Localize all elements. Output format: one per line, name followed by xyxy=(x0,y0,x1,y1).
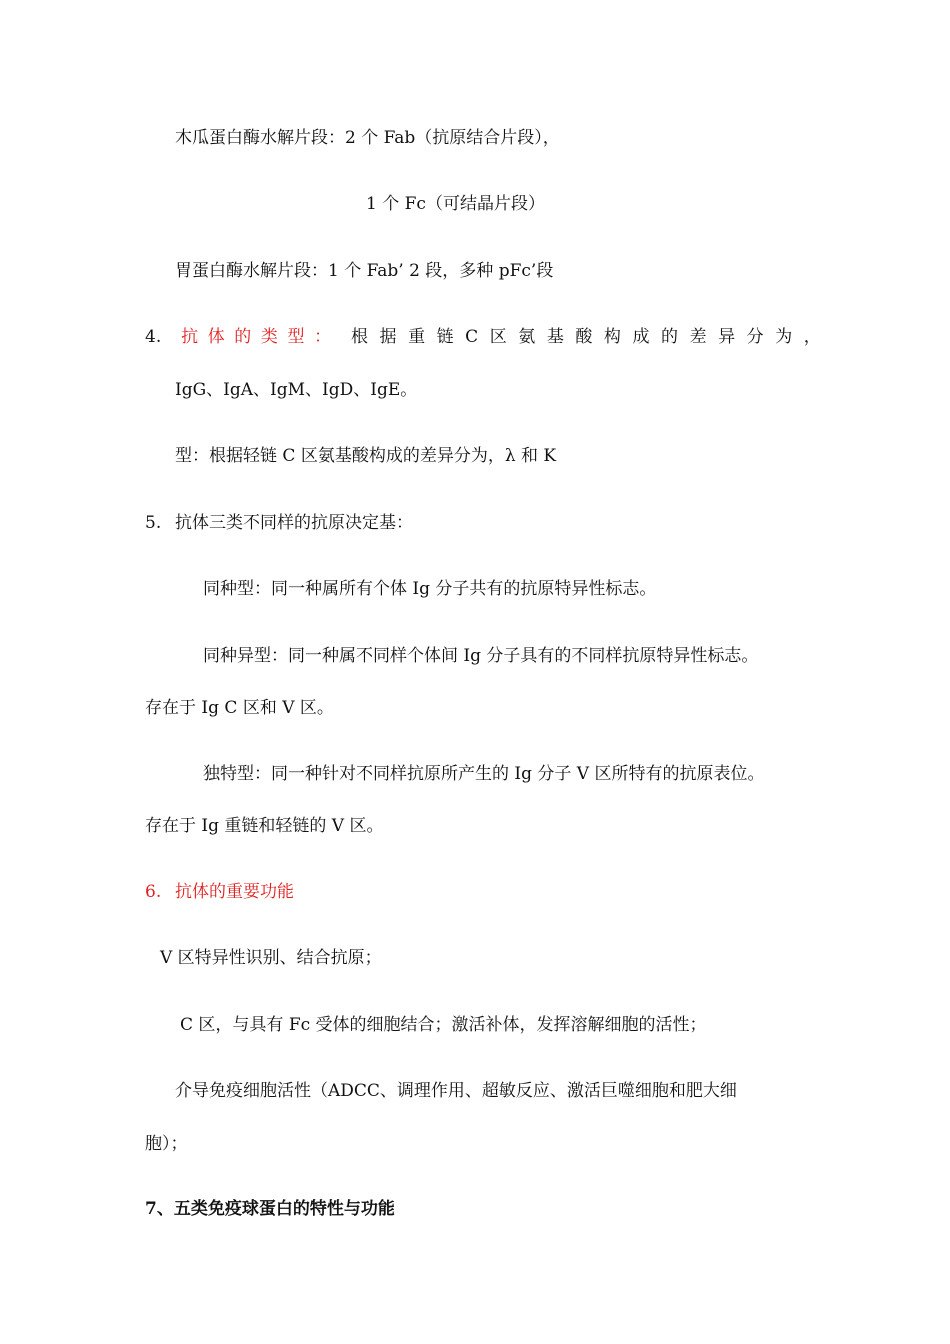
section-4-text-char: 的 xyxy=(661,327,679,347)
section-5-title: 抗体三类不同样的抗原决定基： xyxy=(175,513,413,533)
section-4-text-char: 成 xyxy=(632,327,650,347)
idiotype-line-1: 独特型：同一种针对不同样抗原所产生的 Ig 分子 V 区所特有的抗原表位。 xyxy=(203,764,765,784)
section-6-number: 6. xyxy=(145,882,162,902)
mediate-line-1: 介导免疫细胞活性（ADCC、调理作用、超敏反应、激活巨噬细胞和肥大细 xyxy=(175,1081,737,1101)
papain-line-1: 木瓜蛋白酶水解片段：2 个 Fab（抗原结合片段）， xyxy=(175,128,560,148)
section-4-title-char: 体 xyxy=(207,327,225,347)
pepsin-line: 胃蛋白酶水解片段：1 个 Fab’ 2 段，多种 pFc’段 xyxy=(175,261,554,281)
section-4-text-char: 根 xyxy=(350,327,368,347)
section-4-text-char: 基 xyxy=(546,327,564,347)
section-4-text-char: 据 xyxy=(379,327,397,347)
mediate-line-2: 胞）； xyxy=(145,1134,188,1154)
section-4-text-char: 分 xyxy=(746,327,764,347)
section-4-title-char: ： xyxy=(314,327,332,347)
section-4-title-char: 类 xyxy=(260,327,278,347)
section-4-text-char: 构 xyxy=(603,327,621,347)
section-5-heading xyxy=(145,512,413,534)
section-4-title xyxy=(181,326,331,348)
section-5-number: 5. xyxy=(145,513,162,533)
section-4-number: 4. xyxy=(145,327,162,347)
section-4-text-char: 区 xyxy=(489,327,507,347)
section-4-text-char: 酸 xyxy=(575,327,593,347)
section-4-text-char: 重 xyxy=(408,327,426,347)
section-4-heading xyxy=(145,326,821,348)
section-7-heading: 7、五类免疫球蛋白的特性与功能 xyxy=(145,1199,395,1219)
c-region-function: C 区，与具有 Fc 受体的细胞结合；激活补体，发挥溶解细胞的活性； xyxy=(180,1015,707,1035)
papain-line-2: 1 个 Fc（可结晶片段） xyxy=(366,194,545,214)
section-4-text-char: 氨 xyxy=(518,327,536,347)
section-4-text-char: 差 xyxy=(689,327,707,347)
allotype-line-1: 同种异型：同一种属不同样个体间 Ig 分子具有的不同样抗原特异性标志。 xyxy=(203,646,759,666)
idiotype-line-2: 存在于 Ig 重链和轻链的 V 区。 xyxy=(145,816,384,836)
section-4-title-char: 抗 xyxy=(181,327,199,347)
section-4-text-char: 为 xyxy=(775,327,793,347)
section-6-heading xyxy=(145,881,294,903)
v-region-function: V 区特异性识别、结合抗原； xyxy=(160,948,382,968)
section-4-text-char: ， xyxy=(803,327,821,347)
section-4-text-char: C xyxy=(465,327,479,347)
section-4-light-chain: 型：根据轻链 C 区氨基酸构成的差异分为，λ 和 K xyxy=(175,446,557,466)
allotype-line-2: 存在于 Ig C 区和 V 区。 xyxy=(145,698,334,718)
section-4-title-char: 的 xyxy=(234,327,252,347)
section-4-classes: IgG、IgA、IgM、IgD、IgE。 xyxy=(175,380,418,400)
section-4-title-char: 型 xyxy=(287,327,305,347)
section-4-text-char: 异 xyxy=(718,327,736,347)
isotype-line: 同种型：同一种属所有个体 Ig 分子共有的抗原特异性标志。 xyxy=(203,579,657,599)
section-6-title: 抗体的重要功能 xyxy=(175,882,294,902)
section-4-text-char: 链 xyxy=(436,327,454,347)
section-4-text xyxy=(351,326,821,348)
